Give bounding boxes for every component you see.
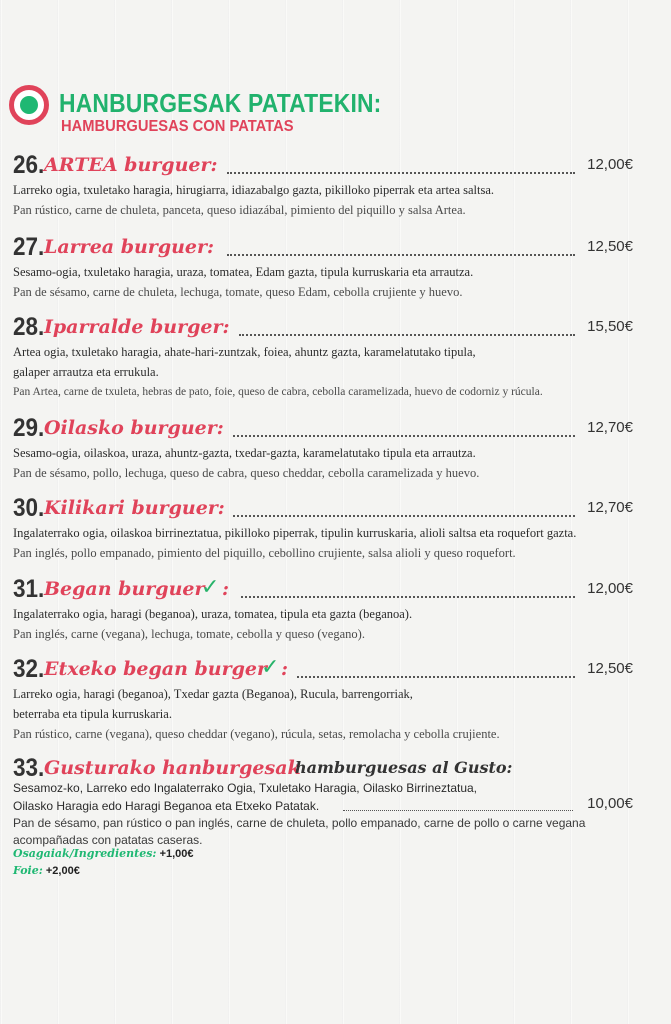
- extra-label: Osagaiak/Ingredientes:: [13, 847, 157, 860]
- extra-price: +2,00€: [45, 865, 80, 877]
- menu-item-27: [13, 232, 633, 302]
- item-desc-eu: Sesamoz-ko, Larreko edo Ingalaterrako Ogia, Txuletako Haragia, Oilasko Birrineztatua,: [13, 781, 478, 795]
- item-desc-eu: Sesamo-ogia, txuletako haragia, uraza, tomatea, Edam gazta, tipula kurruskaria eta arrautza.: [13, 265, 474, 279]
- section-subtitle: HAMBURGUESAS CON PATATAS: [61, 118, 294, 135]
- item-number: 33.: [13, 754, 45, 782]
- item-number: 26.: [13, 151, 45, 179]
- extra-label: Foie:: [13, 864, 43, 877]
- item-desc-es: Pan Artea, carne de txuleta, hebras de pato, foie, queso de cabra, cebolla caramelizada, huevo de codorniz y rúcula.: [13, 386, 543, 398]
- item-number: 30.: [13, 494, 45, 522]
- extra-ingredients: [13, 847, 194, 860]
- item-name: Etxeko began burger: [44, 658, 268, 680]
- item-name: Oilasko burguer:: [44, 417, 224, 439]
- item-desc-eu: Larreko ogia, haragi (beganoa), Txedar gazta (Beganoa), Rucula, barrengorriak,: [13, 687, 413, 701]
- item-desc-eu: Larreko ogia, txuletako haragia, hirugiarra, idiazabalgo gazta, pikilloko piperrak eta artea saltsa.: [13, 183, 495, 197]
- item-desc-eu-2: beterraba eta tipula kurruskaria.: [13, 707, 172, 721]
- item-name: Kilikari burguer:: [44, 497, 225, 519]
- item-desc-eu: Sesamo-ogia, oilaskoa, uraza, ahuntz-gazta, txedar-gazta, karamelatutako tipula eta arrautza.: [13, 446, 476, 460]
- item-name: Larrea burguer:: [44, 236, 215, 258]
- item-desc-es: Pan inglés, pollo empanado, pimiento del piquillo, cebollino crujiente, salsa alioli y queso roquefort.: [13, 546, 516, 560]
- item-name: Gusturako hanburgesak: [44, 757, 301, 779]
- menu-item-30: [13, 493, 633, 563]
- extra-price: +1,00€: [159, 848, 194, 860]
- item-desc-es: Pan de sésamo, pollo, lechuga, queso de cabra, queso cheddar, cebolla caramelizada y huevo.: [13, 466, 480, 480]
- item-name: ARTEA burguer:: [44, 154, 218, 176]
- item-desc-eu-2: galaper arrautza eta errukula.: [13, 365, 159, 379]
- item-desc-es: Pan de sésamo, carne de chuleta, lechuga, tomate, queso Edam, cebolla crujiente y huevo.: [13, 285, 463, 299]
- menu-item-26: [13, 150, 633, 220]
- item-number: 32.: [13, 655, 45, 683]
- item-price: 15,50€: [587, 318, 633, 335]
- item-desc-eu: Artea ogia, txuletako haragia, ahate-hari-zuntzak, foiea, ahuntz gazta, karamelatutako tipula,: [13, 345, 476, 359]
- item-desc-es: Pan inglés, carne (vegana), lechuga, tomate, cebolla y queso (vegano).: [13, 627, 365, 641]
- item-desc-eu: Ingalaterrako ogia, haragi (beganoa), uraza, tomatea, tipula eta gazta (beganoa).: [13, 607, 413, 621]
- item-desc-es: Pan de sésamo, pan rústico o pan inglés, carne de chuleta, pollo empanado, carne de pollo o carne vegana: [13, 816, 586, 830]
- menu-item-28: [13, 312, 633, 402]
- item-number: 29.: [13, 414, 45, 442]
- extra-foie: [13, 864, 80, 877]
- circle-badge-icon: [9, 85, 49, 125]
- item-subtitle: hamburguesas al Gusto:: [295, 758, 513, 777]
- vegan-leaf-icon: ✓: [201, 575, 220, 600]
- item-desc-es-2: acompañadas con patatas caseras.: [13, 833, 203, 847]
- item-desc-eu: Ingalaterrako ogia, oilaskoa birrineztatua, pikilloko piperrak, tipulin kurruskaria, alioli saltsa eta roquefort gazta.: [13, 526, 577, 540]
- menu-item-33: [13, 753, 633, 849]
- menu-item-32: 32. Etxeko began burger ✓ : 12,50€ Larreko ogia, haragi (beganoa), Txedar gazta (Beganoa), Rucula, barrengorriak, beterraba eta tipula kurruskaria. Pan rústico, carne (vegana), queso cheddar (vegano), rúcula, setas, remolacha y cebolla crujiente.: [13, 654, 633, 744]
- vegan-leaf-icon: ✓: [261, 655, 280, 680]
- section-title: HANBURGESAK PATATEKIN:: [59, 88, 382, 118]
- item-desc-eu-2: Oilasko Haragia edo Haragi Beganoa eta Etxeko Patatak.: [13, 799, 320, 813]
- item-price: 12,50€: [587, 238, 633, 255]
- item-number: 28.: [13, 313, 45, 341]
- item-desc-es: Pan rústico, carne (vegana), queso cheddar (vegano), rúcula, setas, remolacha y cebolla crujiente.: [13, 727, 500, 741]
- item-name: Iparralde burger:: [44, 316, 230, 338]
- item-number: 27.: [13, 233, 45, 261]
- menu-item-31: 31. Began burguer ✓ : 12,00€ Ingalaterrako ogia, haragi (beganoa), uraza, tomatea, tipula eta gazta (beganoa). Pan inglés, carne (vegana), lechuga, tomate, cebolla y queso (vegano).: [13, 574, 633, 644]
- item-price: 12,00€: [587, 156, 633, 173]
- item-desc-es: Pan rústico, carne de chuleta, panceta, queso idiazábal, pimiento del piquillo y salsa Artea.: [13, 203, 466, 217]
- item-price: 12,70€: [587, 419, 633, 436]
- item-price: 12,70€: [587, 499, 633, 516]
- item-price: 12,50€: [587, 660, 633, 677]
- item-price: 12,00€: [587, 580, 633, 597]
- item-price: 10,00€: [587, 795, 633, 812]
- item-number: 31.: [13, 575, 45, 603]
- menu-item-29: [13, 413, 633, 483]
- item-name: Began burguer: [44, 578, 205, 600]
